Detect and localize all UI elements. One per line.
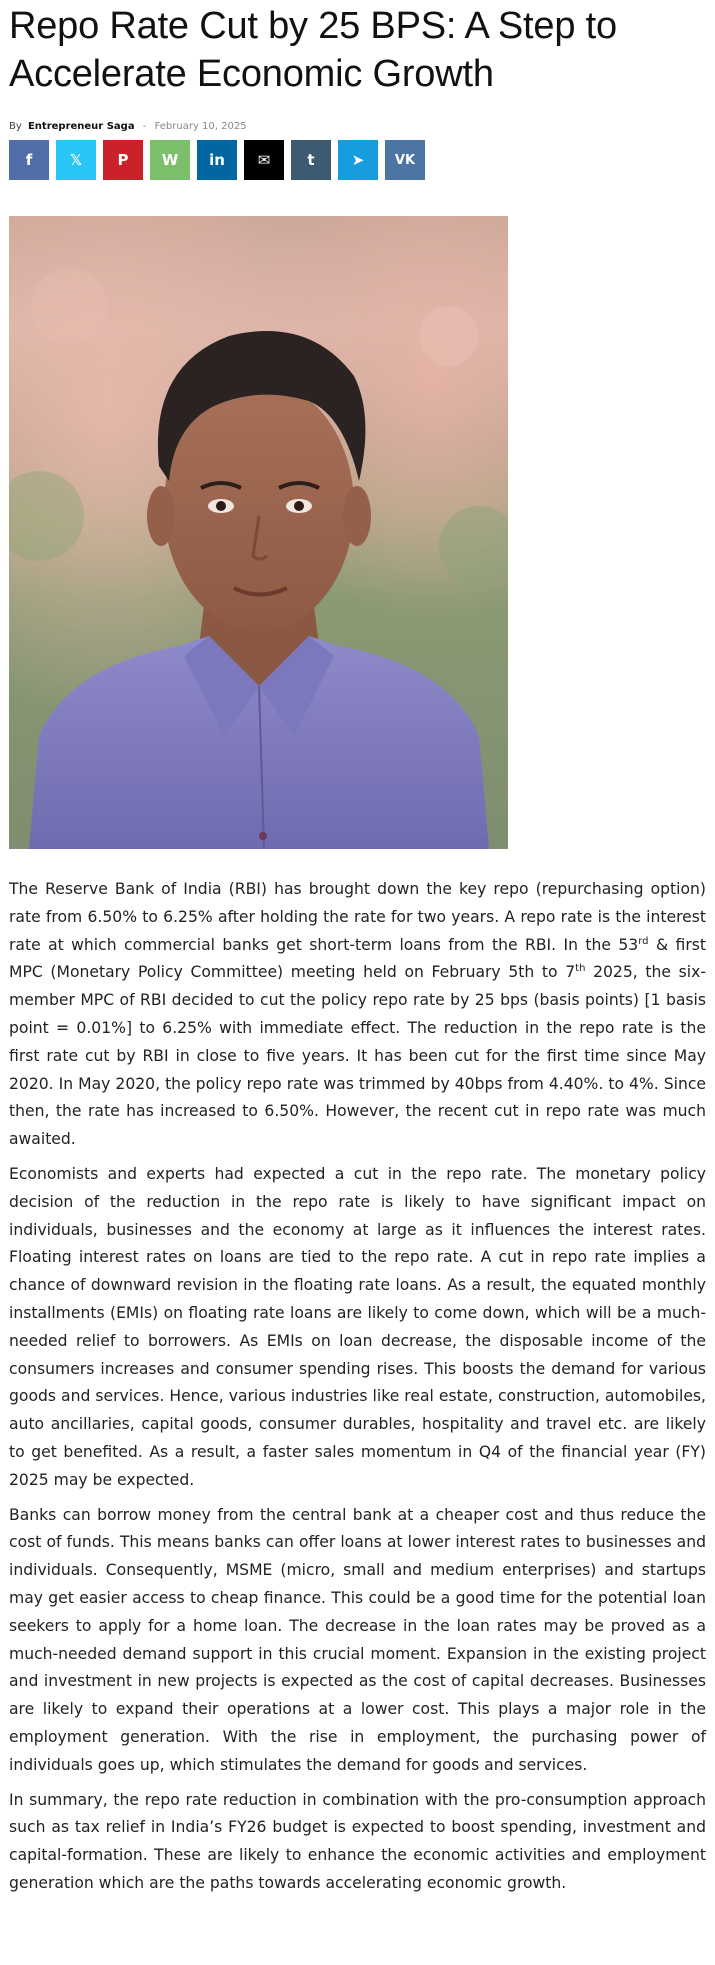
meta-separator: - (142, 121, 147, 132)
x-share-button[interactable] (56, 140, 96, 180)
paragraph-1-text-a: The Reserve Bank of India (RBI) has brought down the key repo (repurchasing option) rate from 6.50% to 6.25% after holding the rate for two years. A repo rate is the interest rate at which commercial banks get short-term loans from the RBI. In the 53 (9, 880, 706, 954)
byline-label: By (9, 121, 22, 132)
paragraph-2: Economists and experts had expected a cut in the repo rate. The monetary policy decision of the reduction in the repo rate is likely to have significant impact on individuals, businesses and the economy at large as it influences the interest rates. Floating interest rates on loans are tied to the repo rate. A cut in repo rate implies a chance of downward revision in the floating rate loans. As a result, the equated monthly installments (EMIs) on floating rate loans are likely to come down, which will be a much-needed relief to borrowers. As EMIs on loan decrease, the disposable income of the consumers increases and consumer spending rises. This boosts the demand for various goods and services. Hence, various industries like real estate, construction, automobiles, auto ancillaries, capital goods, consumer durables, hospitality and travel etc. are likely to get benefited. As a result, a faster sales momentum in Q4 of the financial year (FY) 2025 may be expected. (9, 1164, 706, 1489)
vk-share-button[interactable] (385, 140, 425, 180)
article-meta (9, 120, 706, 134)
telegram-icon: ➤ (351, 151, 365, 169)
paragraph-1-text-b: & first MPC (Monetary Policy Committee) meeting held on February 5th to 7 (9, 935, 706, 982)
facebook-share-button[interactable] (9, 140, 49, 180)
whatsapp-icon: W (161, 151, 179, 169)
x-icon: 𝕏 (69, 151, 83, 169)
whatsapp-share-button[interactable] (150, 140, 190, 180)
email-icon: ✉ (257, 151, 271, 169)
superscript-th: th (575, 963, 586, 975)
pinterest-icon: P (117, 151, 129, 169)
pinterest-share-button[interactable] (103, 140, 143, 180)
portrait-illustration (9, 216, 508, 849)
superscript-rd: rd (638, 935, 649, 947)
linkedin-icon: in (209, 151, 225, 169)
paragraph-4: In summary, the repo rate reduction in combination with the pro-consumption approach such as tax relief in India’s FY26 budget is expected to boost spending, investment and capital-formation. These are likely to enhance the economic activities and employment generation which are the paths towards accelerating economic growth. (9, 1790, 706, 1892)
tumblr-icon: t (307, 151, 315, 169)
email-share-button[interactable] (244, 140, 284, 180)
paragraph-1-text-c: 2025, the six-member MPC of RBI decided to cut the policy repo rate by 25 bps (basis points) [1 basis point = 0.01%] to 6.25% with immediate effect. The reduction in the repo rate is the first rate cut by RBI in close to five years. It has been cut for the first time since May 2020. In May 2020, the policy repo rate was trimmed by 40bps from 4.40%. to 4%. Since then, the rate has increased to 6.50%. However, the recent cut in repo rate was much awaited. (9, 963, 706, 1149)
article-container (9, 0, 706, 1892)
facebook-icon: f (25, 151, 33, 169)
vk-icon: VK (394, 152, 416, 168)
article-body (9, 876, 706, 1905)
author-link[interactable]: Entrepreneur Saga (27, 121, 135, 132)
publish-date: February 10, 2025 (154, 121, 247, 132)
telegram-share-button[interactable] (338, 140, 378, 180)
featured-image (9, 216, 508, 849)
linkedin-share-button[interactable] (197, 140, 237, 180)
paragraph-3: Banks can borrow money from the central bank at a cheaper cost and thus reduce the cost of funds. This means banks can offer loans at lower interest rates to businesses and individuals. Consequently, MSME (micro, small and medium enterprises) and startups may get easier access to cheap finance. This could be a good time for the potential loan seekers to apply for a home loan. The decrease in the loan rates may be proved as a much-needed demand support in this crucial moment. Expansion in the existing project and investment in new projects is expected as the cost of capital decreases. Businesses are likely to expand their operations at a lower cost. This plays a major role in the employment generation. With the rise in employment, the purchasing power of individuals goes up, which stimulates the demand for goods and services. (9, 1505, 706, 1774)
article-title: Repo Rate Cut by 25 BPS: A Step to Accelerate Economic Growth (9, 5, 617, 95)
paragraph-1 (9, 876, 706, 1154)
tumblr-share-button[interactable] (291, 140, 331, 180)
